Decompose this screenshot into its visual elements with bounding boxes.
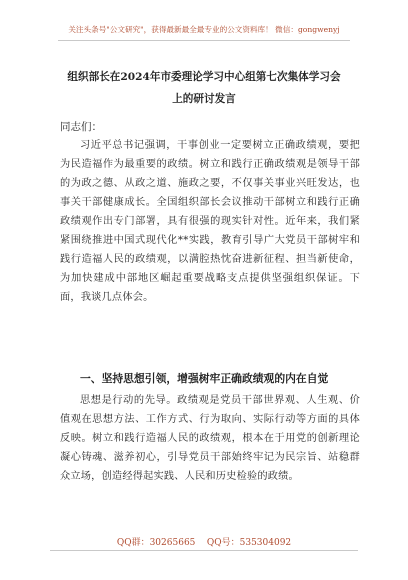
header-banner: 关注头条号"公文研究"，获得最新最全最专业的公文资料库！ 微信：gongwenyj — [68, 25, 340, 34]
footer-divider — [50, 550, 358, 551]
title-line-1: 组织部长在2024年市委理论学习中心组第七次集体学习会 — [67, 71, 341, 83]
title-line-2: 上的研讨发言 — [172, 93, 236, 105]
salutation: 同志们： — [60, 121, 102, 133]
body-paragraph-2: 思想是行动的先导。政绩观是党员干部世界观、人生观、价值观在思想方法、工作方式、行为取向、实际行动等方面的具体反映。树立和践行造福人民的政绩观，根本在于用党的创新理论凝心铸魂、滋养初心，引导党员干部始终牢记为民宗旨、站稳群众立场，创造经得起实践、人民和历史检验的政绩。 — [60, 395, 360, 482]
footer-qq-group: QQ群：30265665 — [116, 538, 196, 548]
document-title — [40, 66, 368, 110]
body-paragraph-1: 习近平总书记强调，干事创业一定要树立正确政绩观，要把为民造福作为最重要的政绩。树立和践行正确政绩观是领导干部的为政之德、从政之道、施政之要，不仅事关事业兴旺发达，也事关干部健康成长。全国组织部长会议推动干部树立和践行正确政绩观作出专门部署，具有很强的现实针对性。近年来，我们紧紧围绕推进中国式现代化**实践，教育引导广大党员干部树牢和践行造福人民的政绩观，以满腔热忱奋进新征程、担当新使命，为加快建成中部地区崛起重要战略支点提供坚强组织保证。下面，我谈几点体会。 — [60, 140, 360, 303]
footer-qq-number: QQ号：535304092 — [206, 538, 292, 548]
header-divider — [58, 40, 350, 41]
section-heading-1: 一、坚持思想引领，增强树牢正确政绩观的内在自觉 — [80, 372, 329, 385]
footer-contact — [0, 535, 408, 548]
